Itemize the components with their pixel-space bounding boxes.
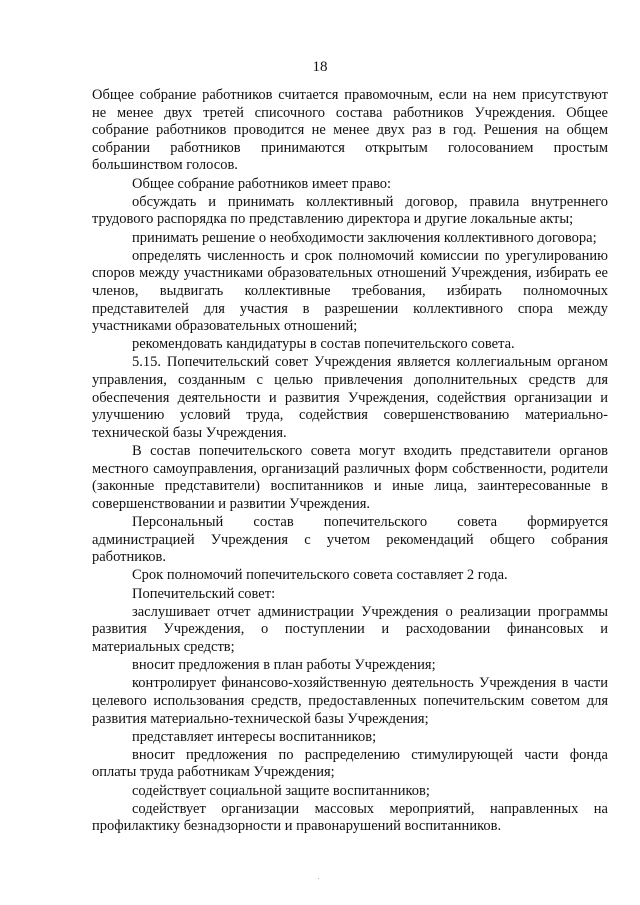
paragraph-right-collective-agreement: обсуждать и принимать коллективный договор, правила внутреннего трудового распорядка по представлению директора и другие локальные акты; xyxy=(92,193,608,228)
paragraph-meeting-quorum: Общее собрание работников считается правомочным, если на нем присутствуют не менее двух третей списочного состава работников Учреждения. Общее собрание работников проводится не менее двух раз в год. Решения на общем собрании работников принимаются открытым голосованием простым большинством голосов. xyxy=(92,87,608,174)
paragraph-council-composition: В состав попечительского совета могут входить представители органов местного самоуправления, организаций различных форм собственности, родители (законные представители) воспитанников и иные лица, заинтересованные в совершенствовании и развитии Учреждения. xyxy=(92,443,608,512)
paragraph-council-interests: представляет интересы воспитанников; xyxy=(132,728,377,745)
paragraph-council-events: содействует организации массовых мероприятий, направленных на профилактику безнадзорности и правонарушений воспитанников. xyxy=(92,800,608,835)
paragraph-council-term: Срок полномочий попечительского совета составляет 2 года. xyxy=(132,567,508,584)
paragraph-council-personal: Персональный состав попечительского совета формируется администрацией Учреждения с учетом рекомендаций общего собрания работников. xyxy=(92,514,608,566)
paragraph-meeting-rights-intro: Общее собрание работников имеет право: xyxy=(132,175,392,192)
document-body xyxy=(92,87,608,836)
page-number: 18 xyxy=(312,59,328,75)
paragraph-right-recommend: рекомендовать кандидатуры в состав попечительского совета. xyxy=(132,336,515,353)
paragraph-council-intro: Попечительский совет: xyxy=(132,585,276,602)
paragraph-council-control: контролирует финансово-хозяйственную деятельность Учреждения в части целевого использования средств, предоставленных попечительским советом для развития материально-технической базы Учреждения; xyxy=(92,675,608,727)
paragraph-council-fund: вносит предложения по распределению стимулирующей части фонда оплаты труда работникам Учреждения; xyxy=(92,746,608,781)
paragraph-council-report: заслушивает отчет администрации Учреждения о реализации программы развития Учреждения, о поступлении и расходовании финансовых и материальных средств; xyxy=(92,603,608,655)
paragraph-council-social: содействует социальной защите воспитанников; xyxy=(132,782,430,799)
paragraph-council-plan: вносит предложения в план работы Учреждения; xyxy=(132,657,436,674)
paragraph-section-5-15: 5.15. Попечительский совет Учреждения является коллегиальным органом управления, созданным с целью привлечения дополнительных средств для обеспечения деятельности и развития Учреждения, содействия организации и улучшению условий труда, содействия совершенствованию материально-технической базы Учреждения. xyxy=(92,354,608,441)
paragraph-right-decision: принимать решение о необходимости заключения коллективного договора; xyxy=(132,229,597,246)
scan-speck xyxy=(318,878,319,879)
paragraph-right-commission: определять численность и срок полномочий комиссии по урегулированию споров между участниками образовательных отношений Учреждения, избирать ее членов, выдвигать коллективные требования, избирать полномочных представителей для участия в разрешении коллективного спора между участниками образовательных отношений; xyxy=(92,247,608,335)
